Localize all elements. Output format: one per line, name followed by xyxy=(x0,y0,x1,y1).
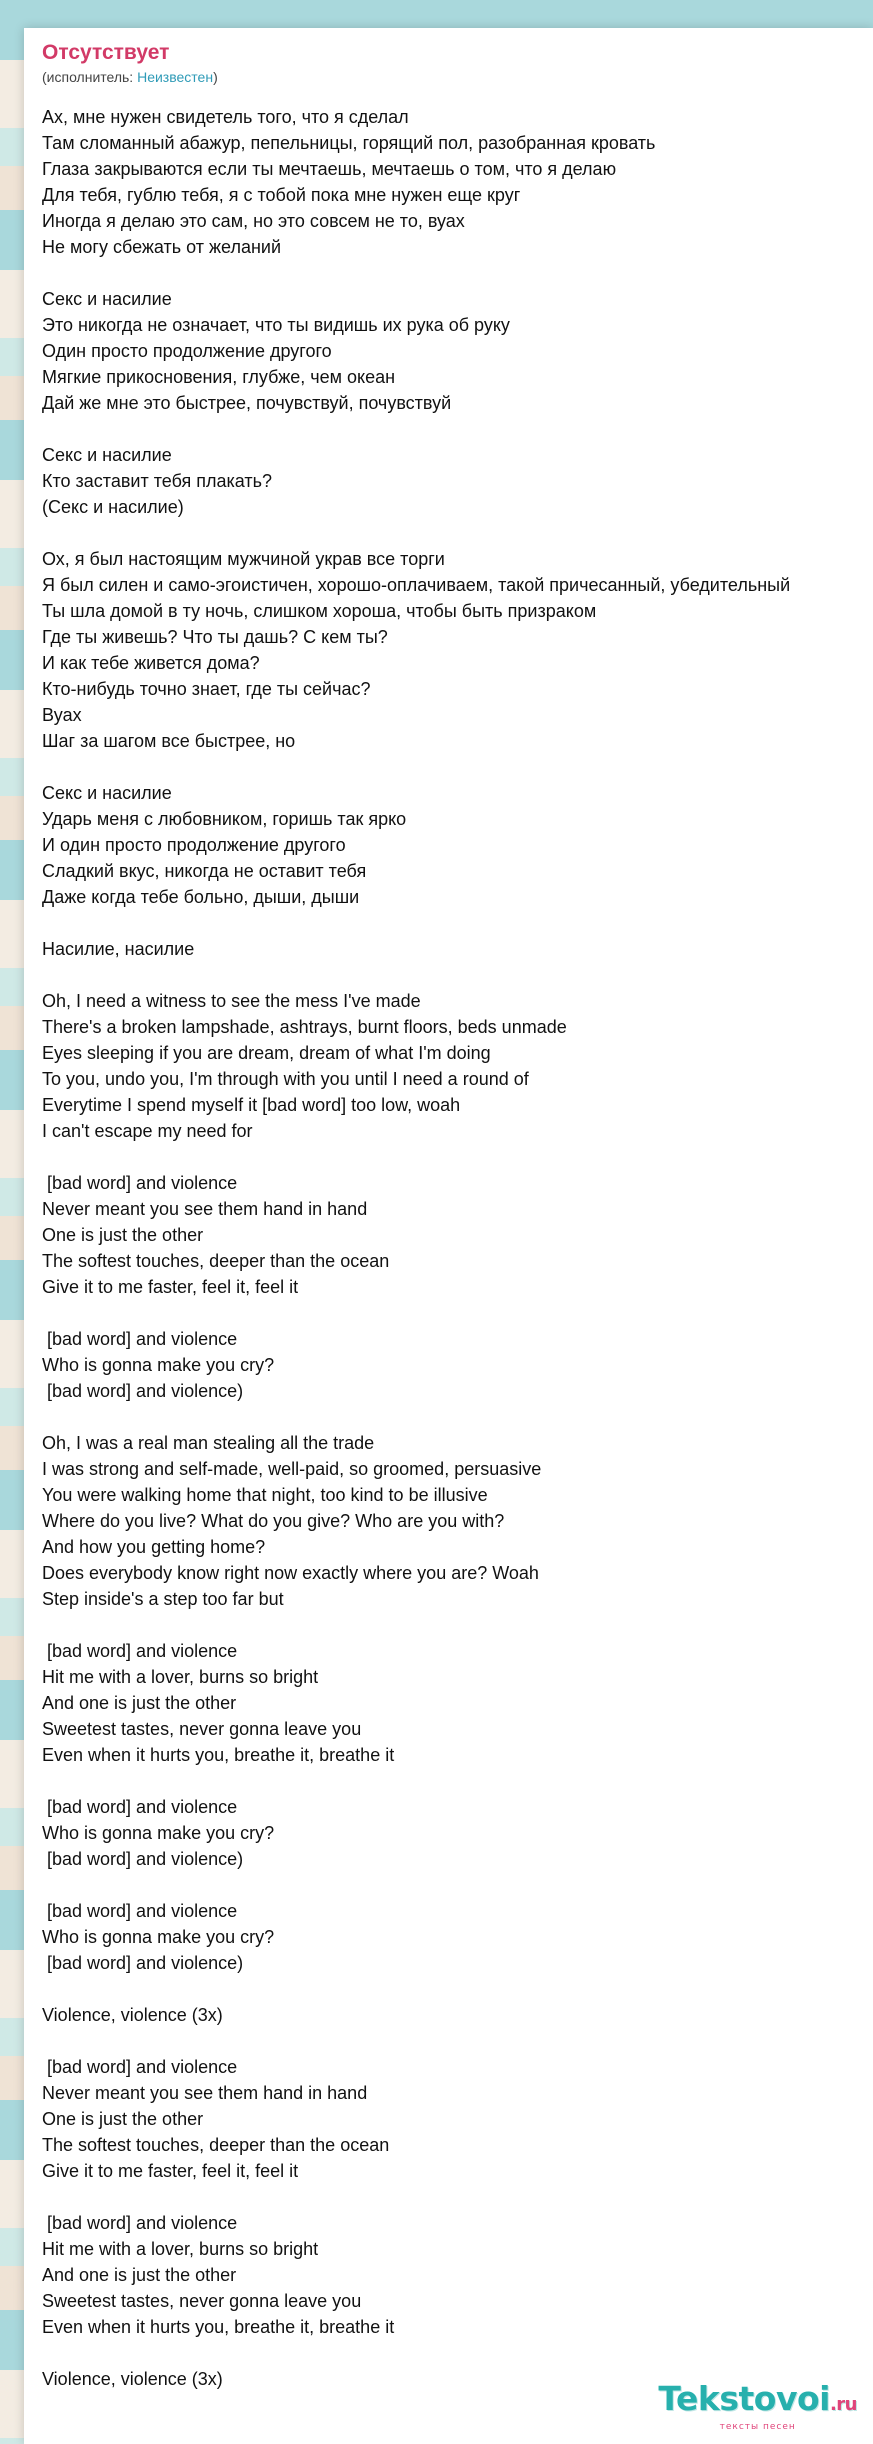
lyric-line: There's a broken lampshade, ashtrays, burnt floors, beds unmade xyxy=(42,1017,567,1037)
lyric-line: You were walking home that night, too kind to be illusive xyxy=(42,1485,488,1505)
artist-link[interactable]: Неизвестен xyxy=(137,69,214,85)
lyric-line: Кто-нибудь точно знает, где ты сейчас? xyxy=(42,679,371,699)
lyric-line: Oh, I need a witness to see the mess I've made xyxy=(42,991,421,1011)
lyric-line: One is just the other xyxy=(42,1225,204,1245)
stanza-gap xyxy=(42,1612,873,1638)
lyric-line: Who is gonna make you cry? xyxy=(42,1927,275,1947)
stanza-gap xyxy=(42,2340,873,2366)
lyric-line: Step inside's a step too far but xyxy=(42,1589,284,1609)
stanza-gap xyxy=(42,1768,873,1794)
lyric-line: Violence, violence (3x) xyxy=(42,2005,223,2025)
artist-suffix: ) xyxy=(213,69,218,85)
lyric-line: Глаза закрываются если ты мечтаешь, мечтаешь о том, что я делаю xyxy=(42,159,617,179)
lyrics-block xyxy=(42,104,873,2392)
lyric-line: Ах, мне нужен свидетель того, что я сделал xyxy=(42,107,409,127)
lyric-line: Шаг за шагом все быстрее, но xyxy=(42,731,296,751)
stanza-gap xyxy=(42,910,873,936)
lyric-line: Ударь меня с любовником, горишь так ярко xyxy=(42,809,407,829)
lyric-line: Never meant you see them hand in hand xyxy=(42,2083,368,2103)
lyric-line: [bad word] and violence xyxy=(42,1173,238,1193)
lyric-line: Насилие, насилие xyxy=(42,939,195,959)
song-title: Отсутствует xyxy=(42,41,170,64)
lyric-line: Give it to me faster, feel it, feel it xyxy=(42,2161,299,2181)
stanza-gap xyxy=(42,1872,873,1898)
lyric-line: Там сломанный абажур, пепельницы, горящий пол, разобранная кровать xyxy=(42,133,656,153)
lyric-line: Я был силен и само-эгоистичен, хорошо-оплачиваем, такой причесанный, убедительный xyxy=(42,575,791,595)
lyric-line: Everytime I spend myself it [bad word] too low, woah xyxy=(42,1095,461,1115)
lyric-line: Это никогда не означает, что ты видишь их рука об руку xyxy=(42,315,510,335)
lyric-line: Иногда я делаю это сам, но это совсем не то, вуах xyxy=(42,211,465,231)
lyric-line: Не могу сбежать от желаний xyxy=(42,237,282,257)
lyric-line: Вуах xyxy=(42,705,82,725)
site-logo[interactable] xyxy=(658,2379,857,2432)
lyric-line: [bad word] and violence xyxy=(42,1901,238,1921)
lyric-line: The softest touches, deeper than the ocean xyxy=(42,2135,390,2155)
lyric-line: I was strong and self-made, well-paid, so groomed, persuasive xyxy=(42,1459,542,1479)
lyric-line: [bad word] and violence) xyxy=(42,1953,244,1973)
lyric-line: Sweetest tastes, never gonna leave you xyxy=(42,2291,362,2311)
logo-domain: .ru xyxy=(829,2394,857,2415)
lyric-line: И как тебе живется дома? xyxy=(42,653,260,673)
lyric-line: Who is gonna make you cry? xyxy=(42,1823,275,1843)
lyric-line: To you, undo you, I'm through with you until I need a round of xyxy=(42,1069,529,1089)
lyric-line: The softest touches, deeper than the ocean xyxy=(42,1251,390,1271)
logo-name: Tekstovoi xyxy=(658,2379,830,2418)
lyric-line: Give it to me faster, feel it, feel it xyxy=(42,1277,299,1297)
stanza-gap xyxy=(42,2028,873,2054)
stanza-gap xyxy=(42,520,873,546)
lyric-line: Ты шла домой в ту ночь, слишком хороша, чтобы быть призраком xyxy=(42,601,597,621)
lyric-line: Где ты живешь? Что ты дашь? С кем ты? xyxy=(42,627,388,647)
lyric-line: Violence, violence (3x) xyxy=(42,2369,223,2389)
lyric-line: Who is gonna make you cry? xyxy=(42,1355,275,1375)
lyric-line: Для тебя, гублю тебя, я с тобой пока мне нужен еще круг xyxy=(42,185,521,205)
lyric-line: Ох, я был настоящим мужчиной украв все торги xyxy=(42,549,445,569)
lyric-line: Oh, I was a real man stealing all the trade xyxy=(42,1433,375,1453)
lyric-line: And one is just the other xyxy=(42,1693,237,1713)
stanza-gap xyxy=(42,962,873,988)
logo-tagline: тексты песен xyxy=(719,2422,796,2432)
lyric-line: Sweetest tastes, never gonna leave you xyxy=(42,1719,362,1739)
stanza-gap xyxy=(42,260,873,286)
lyric-line: And how you getting home? xyxy=(42,1537,266,1557)
lyric-line: Eyes sleeping if you are dream, dream of what I'm doing xyxy=(42,1043,491,1063)
lyric-line: [bad word] and violence) xyxy=(42,1849,244,1869)
lyric-line: Секс и насилие xyxy=(42,445,172,465)
lyric-line: Hit me with a lover, burns so bright xyxy=(42,1667,319,1687)
lyric-line: [bad word] and violence xyxy=(42,1797,238,1817)
artist-prefix: (исполнитель: xyxy=(42,69,138,85)
lyric-line: I can't escape my need for xyxy=(42,1121,253,1141)
lyric-line: [bad word] and violence xyxy=(42,1329,238,1349)
lyric-line: [bad word] and violence xyxy=(42,2057,238,2077)
lyric-line: Never meant you see them hand in hand xyxy=(42,1199,368,1219)
lyric-line: Hit me with a lover, burns so bright xyxy=(42,2239,319,2259)
artist-line xyxy=(42,68,873,86)
stanza-gap xyxy=(42,416,873,442)
lyric-line: И один просто продолжение другого xyxy=(42,835,346,855)
stanza-gap xyxy=(42,1976,873,2002)
lyric-line: [bad word] and violence xyxy=(42,1641,238,1661)
stanza-gap xyxy=(42,754,873,780)
stanza-gap xyxy=(42,1404,873,1430)
lyric-line: Дай же мне это быстрее, почувствуй, почувствуй xyxy=(42,393,452,413)
lyric-line: Where do you live? What do you give? Who are you with? xyxy=(42,1511,505,1531)
lyric-line: Even when it hurts you, breathe it, breathe it xyxy=(42,1745,395,1765)
lyric-line: Does everybody know right now exactly where you are? Woah xyxy=(42,1563,539,1583)
lyric-line: Мягкие прикосновения, глубже, чем океан xyxy=(42,367,396,387)
stanza-gap xyxy=(42,1144,873,1170)
lyrics-page xyxy=(42,40,873,2392)
lyric-line: Даже когда тебе больно, дыши, дыши xyxy=(42,887,360,907)
stanza-gap xyxy=(42,1300,873,1326)
lyric-line: Сладкий вкус, никогда не оставит тебя xyxy=(42,861,367,881)
lyric-line: Секс и насилие xyxy=(42,289,172,309)
lyric-line: And one is just the other xyxy=(42,2265,237,2285)
stanza-gap xyxy=(42,2184,873,2210)
lyric-line: One is just the other xyxy=(42,2109,204,2129)
lyric-line: [bad word] and violence) xyxy=(42,1381,244,1401)
lyric-line: Кто заставит тебя плакать? xyxy=(42,471,273,491)
lyric-line: Секс и насилие xyxy=(42,783,172,803)
lyric-line: (Секс и насилие) xyxy=(42,497,184,517)
lyric-line: Even when it hurts you, breathe it, breathe it xyxy=(42,2317,395,2337)
lyric-line: [bad word] and violence xyxy=(42,2213,238,2233)
lyric-line: Один просто продолжение другого xyxy=(42,341,332,361)
